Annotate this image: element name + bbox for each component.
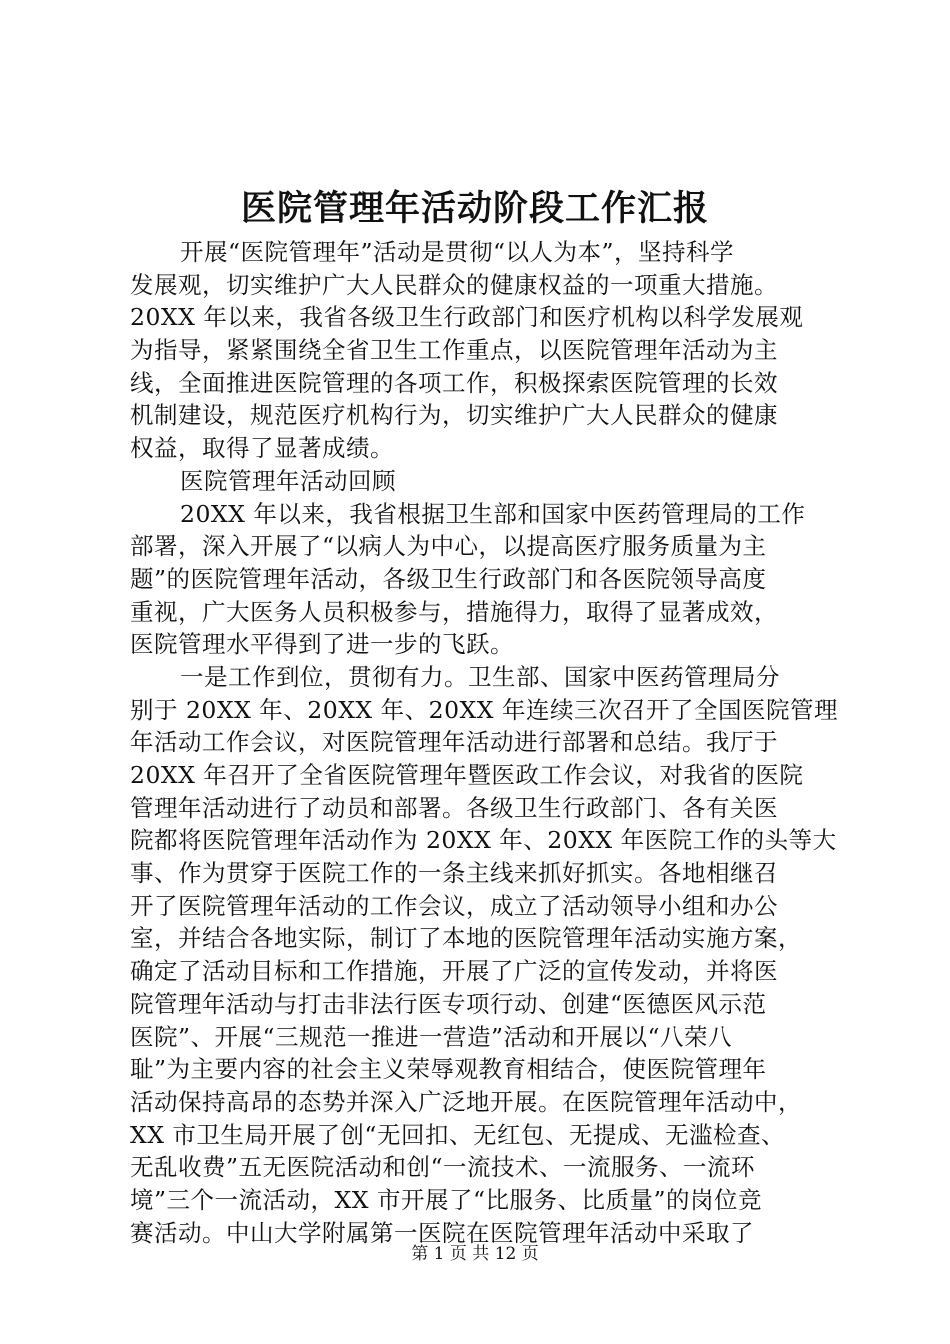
text-line: 为指导，紧紧围绕全省卫生工作重点，以医院管理年活动为主	[130, 336, 778, 365]
text-line: 赛活动。中山大学附属第一医院在医院管理年活动中采取了	[130, 1218, 754, 1247]
text-line: 别于 20XX 年、20XX 年、20XX 年连续三次召开了全国医院管理	[130, 695, 838, 724]
text-line: 耻”为主要内容的社会主义荣辱观教育相结合，使医院管理年	[130, 1055, 767, 1084]
text-line: 20XX 年以来，我省根据卫生部和国家中医药管理局的工作	[180, 499, 806, 528]
text-line: 年活动工作会议，对医院管理年活动进行部署和总结。我厅于	[130, 728, 778, 757]
text-line: 机制建设，规范医疗机构行为，切实维护广大人民群众的健康	[130, 401, 778, 430]
text-line: 无乱收费”五无医院活动和创“一流技术、一流服务、一流环	[130, 1153, 756, 1182]
text-line: 20XX 年召开了全省医院管理年暨医政工作会议，对我省的医院	[130, 761, 804, 789]
text-line: 医院”、开展“三规范一推进一营造”活动和开展以“八荣八	[130, 1022, 733, 1051]
text-line: 开了医院管理年活动的工作会议，成立了活动领导小组和办公	[130, 891, 778, 920]
text-line: 事、作为贯穿于医院工作的一条主线来抓好抓实。各地相继召	[130, 859, 778, 888]
text-line: 开展“医院管理年”活动是贯彻“以人为本”，坚持科学	[180, 238, 735, 266]
text-line: 20XX 年以来，我省各级卫生行政部门和医疗机构以科学发展观	[130, 303, 804, 332]
text-line: 发展观，切实维护广大人民群众的健康权益的一项重大措施。	[130, 270, 778, 299]
text-line: 重视，广大医务人员积极参与，措施得力，取得了显著成效，	[130, 597, 778, 626]
text-line: 活动保持高昂的态势并深入广泛地开展。在医院管理年活动中，	[130, 1087, 802, 1116]
text-line: 线，全面推进医院管理的各项工作，积极探索医院管理的长效	[130, 368, 778, 397]
text-line: 权益，取得了显著成绩。	[130, 434, 394, 463]
text-line: 医院管理年活动回顾	[180, 466, 396, 495]
text-line: 境”三个一流活动，XX 市开展了“比服务、比质量”的岗位竞	[130, 1185, 762, 1214]
text-line: 题”的医院管理年活动，各级卫生行政部门和各医院领导高度	[130, 564, 767, 593]
text-line: XX 市卫生局开展了创“无回扣、无红包、无提成、无滥检查、	[130, 1120, 785, 1149]
text-line: 确定了活动目标和工作措施，开展了广泛的宣传发动，并将医	[130, 957, 778, 986]
page-title: 医院管理年活动阶段工作汇报	[240, 188, 709, 229]
text-line: 院管理年活动与打击非法行医专项行动、创建“医德医风示范	[130, 989, 767, 1018]
document-body	[130, 236, 838, 1249]
text-line: 管理年活动进行了动员和部署。各级卫生行政部门、各有关医	[130, 793, 778, 822]
text-line: 室，并结合各地实际，制订了本地的医院管理年活动实施方案，	[130, 924, 802, 953]
text-line: 部署，深入开展了“以病人为中心，以提高医疗服务质量为主	[130, 532, 767, 561]
text-line: 院都将医院管理年活动作为 20XX 年、20XX 年医院工作的头等大	[130, 826, 837, 855]
text-line: 医院管理水平得到了进一步的飞跃。	[130, 630, 514, 659]
page-number-footer: 第 1 页 共 12 页	[411, 1244, 539, 1264]
text-line: 一是工作到位，贯彻有力。卫生部、国家中医药管理局分	[180, 662, 780, 691]
